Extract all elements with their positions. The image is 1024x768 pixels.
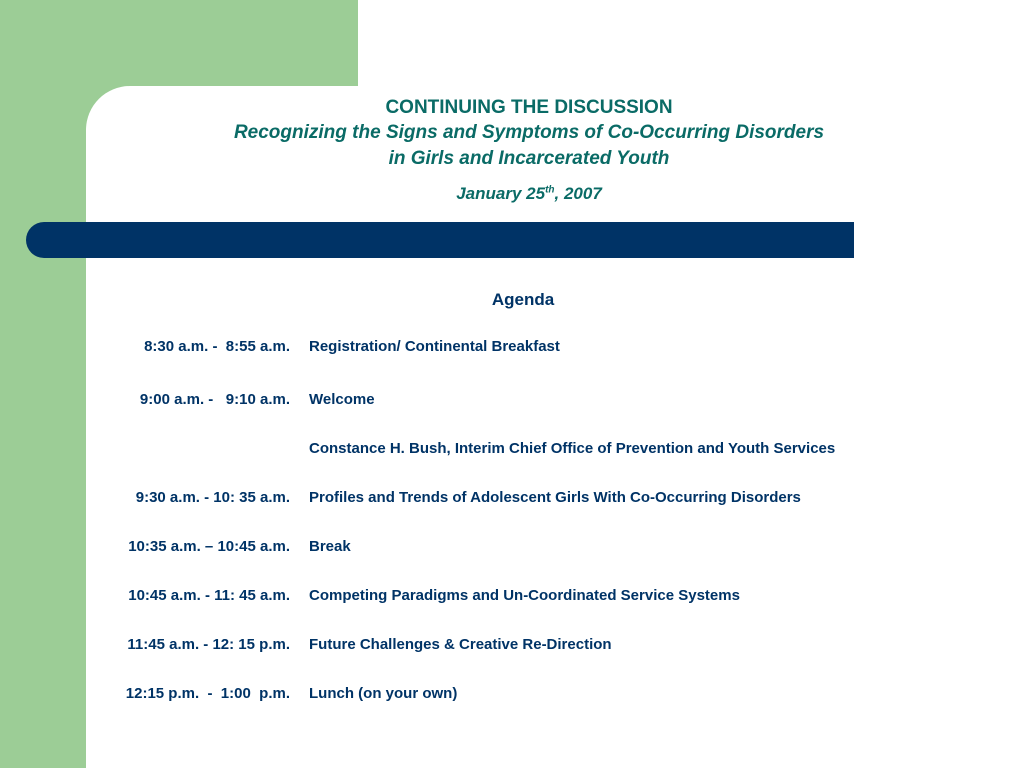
title-block: [86, 96, 972, 204]
agenda-heading: Agenda: [491, 290, 555, 309]
agenda-row: [100, 538, 1000, 560]
agenda-time: 11:45 a.m. - 12: 15 p.m.: [127, 636, 290, 653]
agenda-description: Constance H. Bush, Interim Chief Office of Prevention and Youth Services: [309, 440, 836, 457]
agenda-time: 10:35 a.m. – 10:45 a.m.: [128, 538, 290, 555]
agenda-time: 8:30 a.m. - 8:55 a.m.: [139, 338, 290, 355]
event-date: [86, 184, 972, 204]
left-green-strip: [0, 0, 86, 768]
title-subheading: Recognizing the Signs and Symptoms of Co-Occurring Disorders: [233, 122, 825, 143]
agenda-row: [100, 685, 1000, 707]
agenda-description: Welcome: [309, 391, 375, 408]
agenda-row: [100, 338, 1000, 360]
top-white-area: [358, 0, 1024, 90]
agenda-description: Registration/ Continental Breakfast: [309, 338, 560, 355]
agenda-description: Future Challenges & Creative Re-Direction: [309, 636, 612, 653]
date-suffix: , 2007: [554, 184, 602, 203]
navy-divider-bar: [26, 222, 854, 258]
title-heading: CONTINUING THE DISCUSSION: [385, 97, 673, 118]
agenda-time: 10:45 a.m. - 11: 45 a.m.: [128, 587, 290, 604]
agenda-row: [100, 587, 1000, 609]
agenda-row: [100, 391, 1000, 413]
agenda-time: 9:00 a.m. - 9:10 a.m.: [135, 391, 290, 408]
date-superscript: th: [545, 184, 555, 196]
agenda-time: 12:15 p.m. - 1:00 p.m.: [125, 685, 290, 702]
agenda-time: 9:30 a.m. - 10: 35 a.m.: [131, 489, 290, 506]
agenda-description: Competing Paradigms and Un-Coordinated Service Systems: [309, 587, 740, 604]
agenda-row: [100, 440, 1000, 462]
date-prefix: January 25: [456, 184, 546, 203]
agenda-description: Lunch (on your own): [309, 685, 458, 702]
title-subheading-continued: in Girls and Incarcerated Youth: [388, 148, 670, 169]
agenda-description: Break: [309, 538, 351, 555]
agenda-row: [100, 489, 1000, 511]
agenda-row: [100, 636, 1000, 658]
agenda-description: Profiles and Trends of Adolescent Girls With Co-Occurring Disorders: [309, 489, 801, 506]
